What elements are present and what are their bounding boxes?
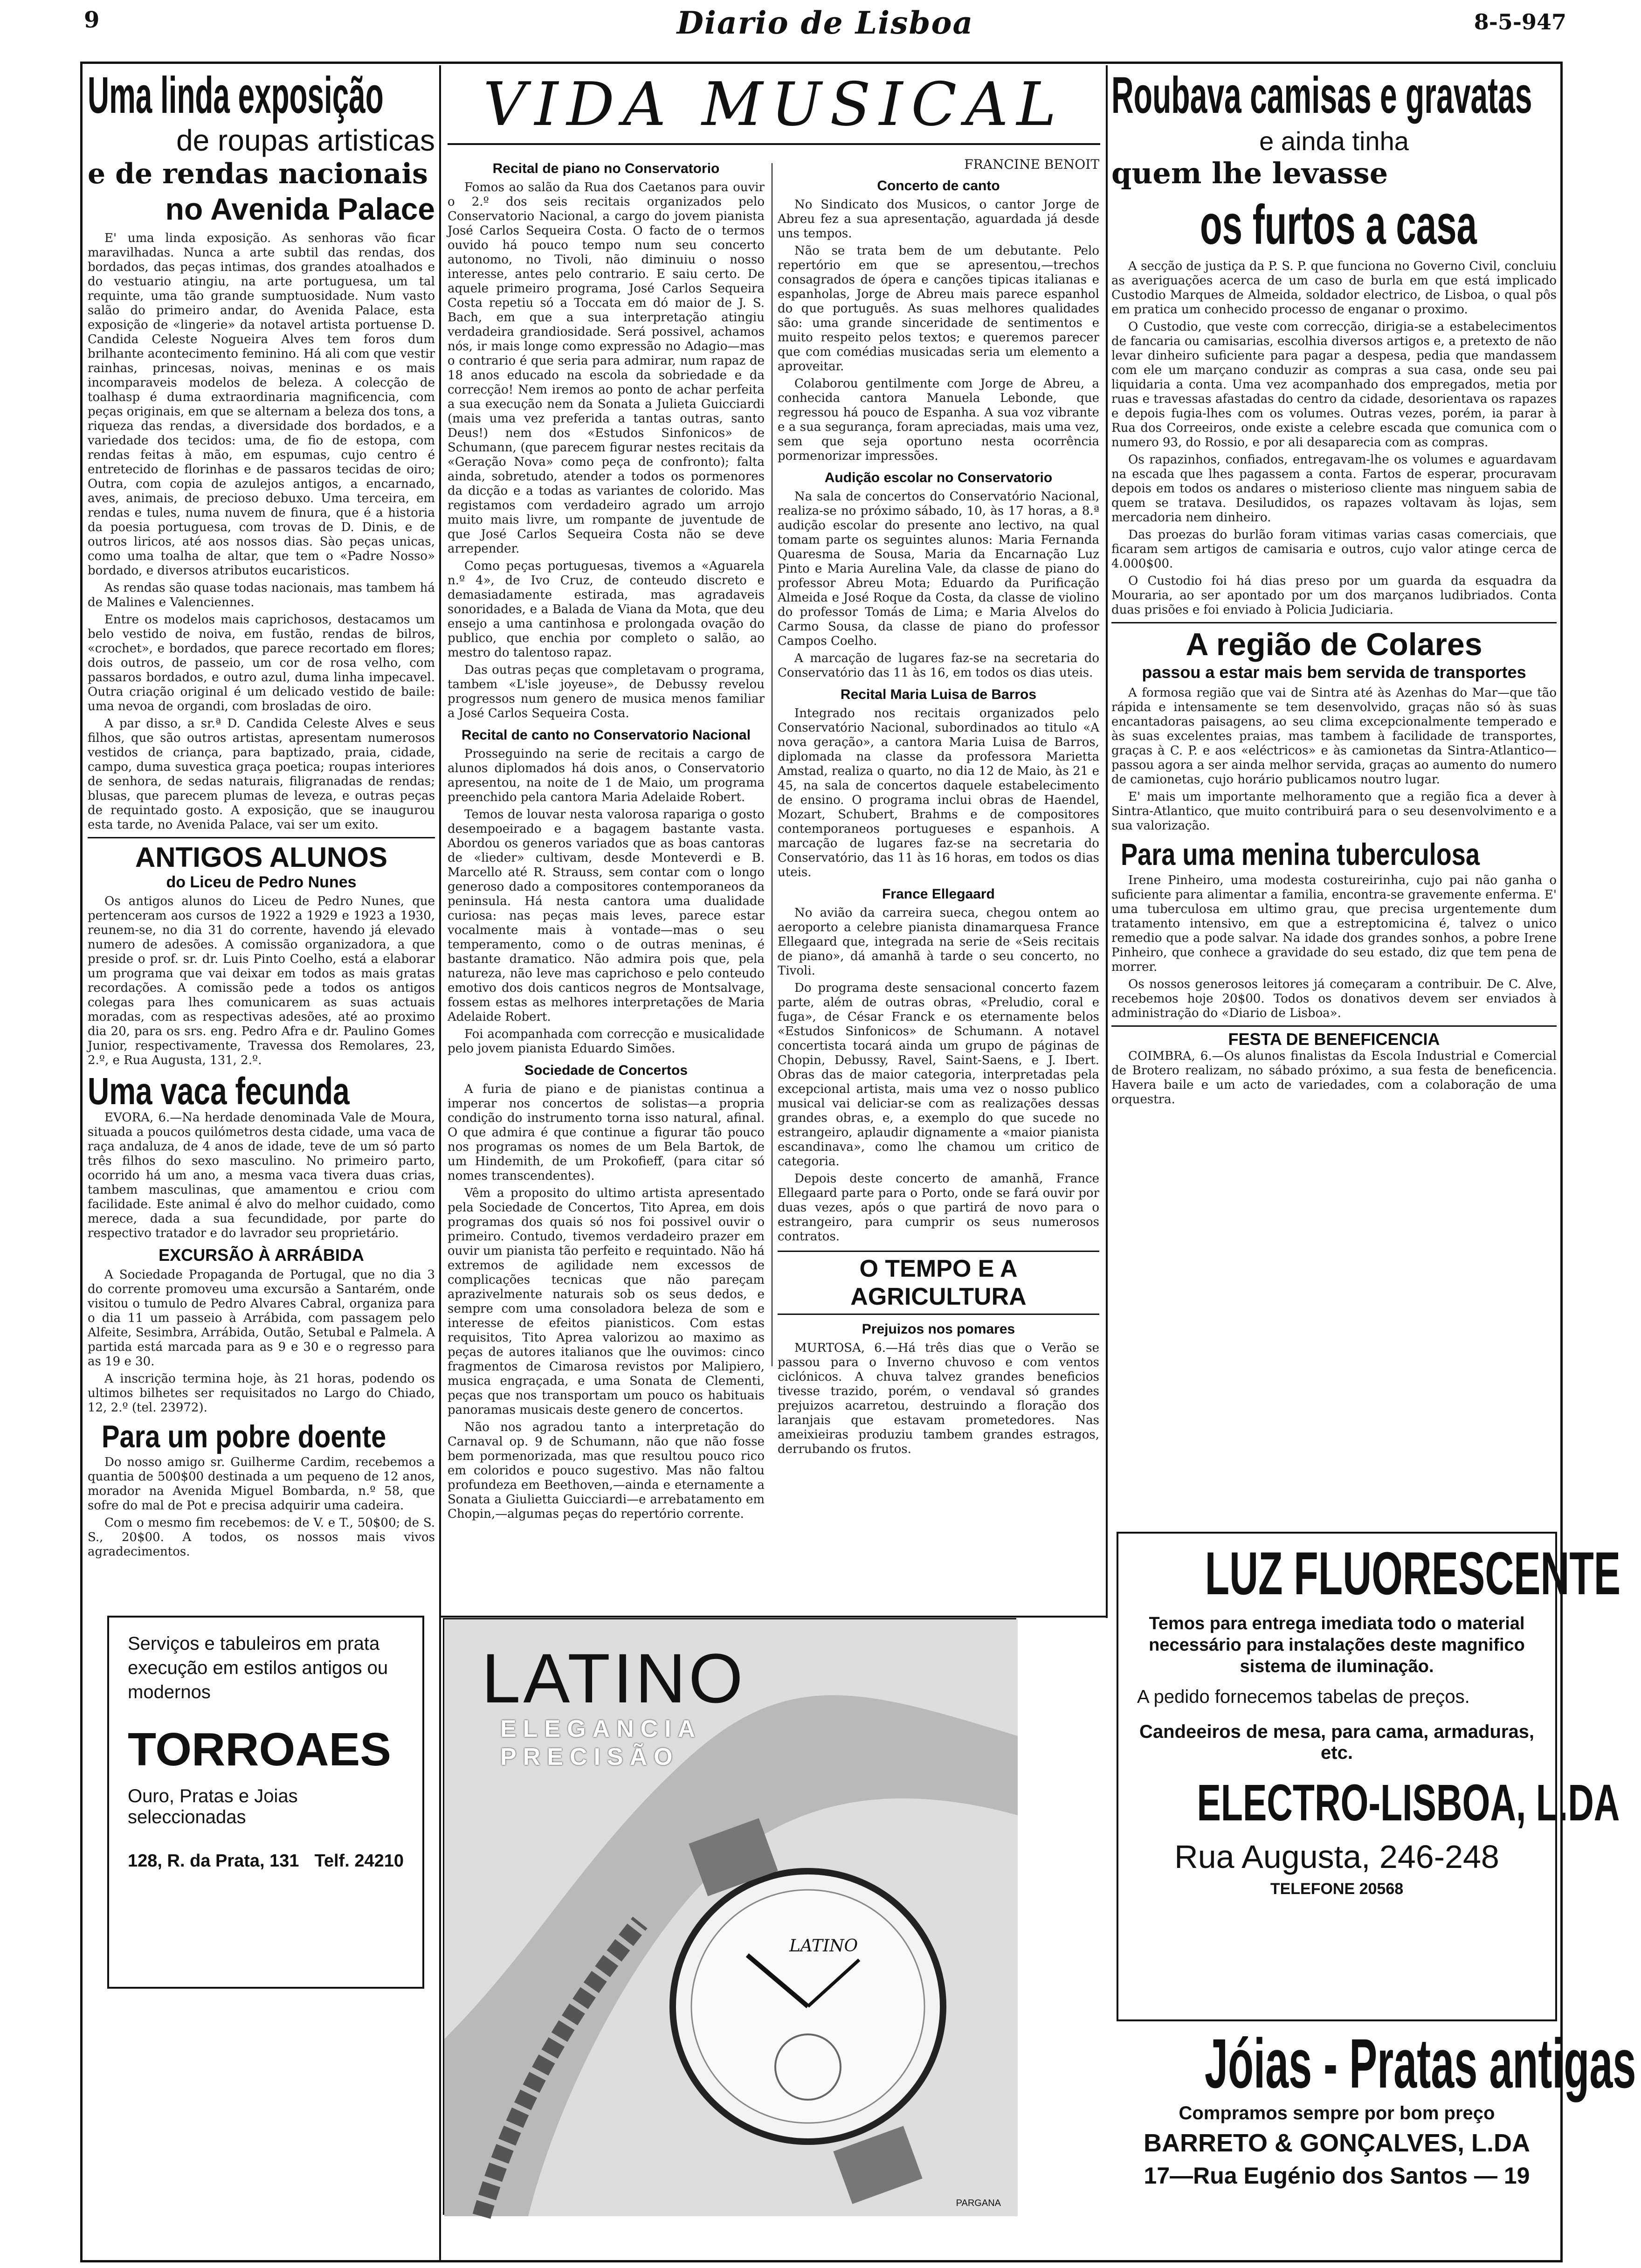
music-columns (448, 154, 1100, 1524)
left-column (88, 67, 435, 1585)
headline-pobre-doente: Para um pobre doente (102, 1419, 386, 1454)
paragraph: A formosa região que vai de Sintra até às Azenhas do Mar—que tão rápida e intensamente se tem desenvolvido, graças não só às suas encantadoras paisagens, ao seu clima excepcionalmente temperado e às suas excelentes praias, mas tambem à facilidade de transportes, graças à C. P. e aos «eléctricos» e às camionetas da Sintra-Atlantico—passou agora a ser ainda melhor servida, graças ao aumento do numero de camionetas, cujo horário publicamos noutro lugar. (1111, 686, 1557, 787)
article-antigos-alunos (88, 894, 435, 1068)
ad-line: execução em estilos antigos ou modernos (128, 1658, 388, 1702)
ad-slogan: ELEGANCIA (500, 1715, 702, 1742)
page-number: 9 (84, 7, 100, 33)
paragraph: Fomos ao salão da Rua dos Caetanos para ouvir o 2.º dos seis recitais organizados pelo Conservatorio Nacional, a cargo do jovem pianista José Carlos Sequeira Costa. O facto de o termos ouvido há pouco tempo num seu concerto autonomo, no Tivoli, não diminuiu o nosso interesse, antes pelo contrario. E saiu certo. De aquele primeiro programa, José Carlos Sequeira Costa repetiu só a Toccata em dó maior de J. S. Bach, em que a sua interpretação atingiu verdadeira grandiosidade. Será possivel, achamos nós, ir mais longe como expressão no Adagio—mas o contrario é que seria para admirar, num rapaz de 18 anos educado na escola da sobriedade e da correcção! Nem iremos ao ponto de achar perfeita a sua execução nem da Sonata a Julieta Guicciardi (mais uma vez preferida a tantas outras, santo Deus!) nem dos «Estudos Sinfonicos» de Schumann, (que parecem figurar nestes recitais da «Geração Nova» como peça de confronto); falta ainda, sobretudo, atender a todos os pormenores da dicção e a todas as variantes de colorido. Mas registamos com verdadeiro agrado um arrojo muito mais livre, um rompante de juventude de que José Carlos Sequeira Costa não se deve arrepender. (448, 180, 765, 556)
paragraph: Na sala de concertos do Conservatório Nacional, realiza-se no próximo sábado, 10, às 17 horas, a 8.ª audição escolar do presente ano lectivo, na qual tomam parte os seguintes alunos: Maria Fernanda Quaresma de Sousa, Maria da Encarnação Luz Pinto e Maria Aurelina Vale, da classe de piano do professor Abreu Mota; Eduardo da Purificação Almeida e José Roque da Costa, da classe de violino do professor Tomás de Lima; e Maria Alvelos do Carmo Sousa, da classe de piano do professor Campos Coelho. (778, 490, 1099, 648)
ad-address: 128, R. da Prata, 131 (128, 1851, 299, 1871)
paragraph: COIMBRA, 6.—Os alunos finalistas da Escola Industrial e Comercial de Brotero realizam, no sábado próximo, a sua festa de beneficencia. Havera baile e um acto de variedades, com a colaboração de uma orquestra. (1111, 1049, 1557, 1106)
ad-title: LUZ FLUORESCENTE (1205, 1539, 1621, 1607)
ad-address: Rua Augusta, 246-248 (1174, 1839, 1499, 1875)
subhead-liceu: do Liceu de Pedro Nunes (166, 873, 357, 891)
subhead-maria-luisa: Recital Maria Luisa de Barros (840, 687, 1037, 702)
paragraph: No avião da carreira sueca, chegou ontem ao aeroporto a celebre pianista dinamarquesa France Ellegaard que, integrada na serie de «Seis recitais de piano», dá amanhã à tarde o seu concerto, no Tivoli. (778, 906, 1099, 978)
headline-tempo: O TEMPO E A AGRICULTURA (778, 1251, 1099, 1315)
paragraph: A Sociedade Propaganda de Portugal, que no dia 3 do corrente promoveu uma excursão a Santarém, onde visitou o tumulo de Pedro Alvares Cabral, organiza para o dia 11 um passeio à Arrábida, com passagem pelo Alfeite, Sesimbra, Arrábida, Outão, Setubal e Palmela. A partida está marcada para as 9 e 30 e o regresso para as 19 e 30. (88, 1268, 435, 1369)
ad-title: Jóias - Pratas antigas (1205, 2024, 1636, 2102)
paragraph: Das outras peças que completavam o programa, tambem «L'isle joyeuse», de Debussy revelou progressos num genero de musica menos familiar a José Carlos Sequeira Costa. (448, 663, 765, 720)
subhead-quem: quem lhe levasse (1111, 156, 1388, 190)
paragraph: A par disso, a sr.ª D. Candida Celeste Alves e seus filhos, que são outros artistas, apresentam numerosos vestidos de criança, para baptizado, praia, cidade, campo, duma suvestica graça poetica; roupas interiores de senhora, de sedas naturais, filigranadas de rendas; blusas, que parecem plumas de leveza, e outras peças de requintado gosto. A exposição, que se inaugurou esta tarde, no Avenida Palace, vai ser um exito. (88, 717, 435, 832)
headline-furtos: os furtos a casa (1200, 194, 1477, 256)
subhead-roupas: de roupas artisticas (176, 124, 435, 157)
headline-roubava: Roubava camisas e gravatas (1111, 67, 1532, 124)
paragraph: Colaborou gentilmente com Jorge de Abreu, a conhecida cantora Manuela Lebonde, que regressou há pouco de Espanha. A sua voz vibrante e a sua segurança, foram apreciadas, mais uma vez, sem que seja oportuno nesta ocorrência pormenorizar impressões. (778, 377, 1099, 463)
signature: FRANCINE BENOIT (964, 157, 1099, 172)
ad-torroaes (107, 1616, 424, 1989)
paragraph: Com o mesmo fim recebemos: de V. e T., 50$00; de S. S., 20$00. A todos, os nossos mais vivos agradecimentos. (88, 1516, 435, 1559)
paragraph: E' uma linda exposição. As senhoras vão ficar maravilhadas. Nunca a arte subtil das rendas, dos bordados, das peças intimas, dos grandes atoalhados e do vestuario atingiu, na arte portuguesa, um tal requinte, uma tão grande sumptuosidade. Num vasto salão do primeiro andar, do Avenida Palace, esta exposição de «lingerie» da notavel artista portuense D. Candida Celeste Nogueira Alves tem foros dum brilhante acontecimento feminino. Há ali com que vestir rainhas, princesas, noivas, meninas e os mais incomparaveis modelos de beleza. A colecção de toalhasp é duma extraordinaria magnificencia, com peças originais, em que se alternam a beleza dos tons, a riqueza das rendas, a diversidade dos bordados, e a variedade dos tecidos: uma, de fio de estopa, com rendas feitas à mão, em espumas, cujo centro é entretecido de florinhas e de passaros tecidas de oiro; Outra, com copia de azulejos antigos, a encarnado, aves, animais, de precioso debuxo. Uma terceira, em rendas e tules, numa nuvem de finura, que é a historia da poesia portuguesa, com trovas de D. Dinis, e de outros liricos, até aos nossos dias. Sào peças unicas, como uma toalha de altar, que tem o «Padre Nosso» bordado, e diversos atributos eucaristicos. (88, 231, 435, 578)
paragraph: A marcação de lugares faz-se na secretaria do Conservatório das 11 às 16, em todos os dias uteis. (778, 651, 1099, 680)
paragraph: A secção de justiça da P. S. P. que funciona no Governo Civil, concluiu as averiguações acerca de um caso de burla em que está implicado Custodio Marques de Almeida, soldador electrico, de Lisboa, o qual pôs em pratica um conhecido processo de enganar o proximo. (1111, 259, 1557, 317)
article-vaca (88, 1111, 435, 1241)
paragraph: Do programa deste sensacional concerto fazem parte, além de outras obras, «Preludio, coral e fuga», de César Franck e os eternamente belos «Estudos Sinfonicos» de Schumann. A notavel concertista tocará ainda um grupo de páginas de Chopin, Debussy, Ravel, Saint-Saens, e J. Ibert. Obras das de maior categoria, interpretadas pela excepcional artista, mais uma vez o nosso publico musical vai deliciar-se com as realizações dessas grandes obras, e, a exemplo do que sucede no estrangeiro, aplaudir dignamente a «maior pianista escandinava», como lhe chamou um critico de categoria. (778, 981, 1099, 1169)
ad-brand: TORROAES (128, 1723, 391, 1776)
ad-line: Temos para entrega imediata todo o material necessário para instalações deste magnifico sistema de iluminação. (1149, 1614, 1525, 1676)
music-column-b (778, 154, 1099, 1524)
paragraph: Não se trata bem de um debutante. Pelo repertório em que se apresentou,—trechos consagrados de ópera e canções tipicas italianas e espanholas, Jorge de Abreu mais parece espanhol do que português. As suas melhores qualidades são: uma grande sinceridade de sentimentos e muito respeito pelos textos; e queremos parecer que com comédias musicadas seria um elemento a aproveitar. (778, 244, 1099, 373)
ad-line: Serviços e tabuleiros em prata (128, 1633, 380, 1654)
paragraph: Prosseguindo na serie de recitais a cargo de alunos diplomados há dois anos, o Conservatorio apresentou, na noite de 1 de Maio, um programa preenchido pela cantora Maria Adelaide Robert. (448, 747, 765, 804)
paragraph: Foi acompanhada com correcção e musicalidade pelo jovem pianista Eduardo Simões. (448, 1027, 765, 1056)
paragraph: Entre os modelos mais caprichosos, destacamos um belo vestido de noiva, em fustão, rendas de bilros, «crochet», e bordados, que parece recortado em flores; dois outros, de passeio, um cor de rosa velho, com passaros bordados, e outro azul, duma linha impecavel. Outra criação original é um delicado vestido de baile: uma nevoa de organdi, com brosladas de oiro. (88, 613, 435, 713)
column-rule-left (439, 65, 441, 2261)
issue-date: 8-5-947 (1474, 9, 1566, 35)
ad-luz-fluorescente (1117, 1532, 1621, 2021)
headline-colares: A região de Colares (1111, 622, 1557, 663)
subhead-audicao: Audição escolar no Conservatorio (824, 470, 1053, 485)
paragraph: No Sindicato dos Musicos, o cantor Jorge de Abreu fez a sua apresentação, aguardada já desde uns tempos. (778, 198, 1099, 241)
paragraph: Vêm a proposito do ultimo artista apresentado pela Sociedade de Concertos, Tito Aprea, em dois programas dos quais só nos foi possivel ouvir o primeiro. Contudo, tivemos verdadeiro prazer em ouvir um pianista tão perfeito e requintado. Não há extremos de agilidade nem excessos de complicações tecnicas que não pareçam aprazivelmente naturais sob os seus dedos, e sempre com uma consoladora beleza de som e interesse de efeitos pianisticos. Com estas requisitos, Tito Aprea valorizou ao maximo as peças de autores italianos que lhe ouvimos: cinco fragmentos de Cimarosa revistos por Malipiero, musica engraçada, e uma Sonata de Clementi, peças que nos transportam um pouco os habituais panoramas musicais deste genero de concertos. (448, 1186, 765, 1417)
subhead-transportes: passou a estar mais bem servida de transportes (1142, 663, 1526, 682)
article-exposicao (88, 231, 435, 832)
subhead-recital-canto: Recital de canto no Conservatorio Nacional (461, 727, 751, 743)
ad-brand: ELECTRO-LISBOA, L.DA (1197, 1774, 1620, 1832)
ad-phone: Telf. 24210 (314, 1851, 404, 1871)
paragraph: O Custodio foi há dias preso por um guarda da esquadra da Mouraria, ao ser apontado por um dos marçanos ludibriados. Conta duas prisões e foi enviado à Policia Judiciaria. (1111, 574, 1557, 617)
paragraph: Do nosso amigo sr. Guilherme Cardim, recebemos a quantia de 500$00 destinada a um pequeno de 12 anos, morador na Avenida Miguel Bombarda, n.º 58, que sofre do mal de Pot e precisa adquirir uma cadeira. (88, 1455, 435, 1513)
subhead-sociedade: Sociedade de Concertos (524, 1063, 688, 1078)
paragraph: MURTOSA, 6.—Há três dias que o Verão se passou para o Inverno chuvoso e com ventos ciclónicos. A chuva talvez grandes beneficios tivesse trazido, porém, o vendaval só grandes prejuizos acarretou, destruindo a floração dos laranjais que estavam prometedores. Nas ameixieiras produziu tambem grandes estragos, derrubando os frutos. (778, 1341, 1099, 1456)
headline-antigos-alunos: ANTIGOS ALUNOS (88, 837, 435, 873)
paragraph: A furia de piano e de pianistas continua a imperar nos concertos de solistas—a propria condição do instrumento torna isso natural, afinal. O que admira é que continue a figurar tão pouco nos programas os nomes de um Bela Bartok, de um Hindemith, de um Prokofieff, (para citar só nomes transcendentes). (448, 1082, 765, 1183)
music-column-a (448, 154, 765, 1524)
headline-festa: FESTA DE BENEFICENCIA (1111, 1025, 1557, 1049)
ad-line: Ouro, Pratas e Joias seleccionadas (128, 1786, 298, 1827)
subhead-ainda: e ainda tinha (1259, 126, 1409, 156)
masthead (84, 5, 1566, 42)
subhead-prejuizos: Prejuizos nos pomares (862, 1321, 1015, 1337)
paragraph: Integrado nos recitais organizados pelo Conservatório Nacional, subordinados ao titulo «A nova geração», a cantora Maria Luisa de Barros, diplomada na classe da professora Marietta Amstad, realiza o quarto, no dia 12 de Maio, às 21 e 45, na sala de concertos daquele estabelecimento de ensino. O programa inclui obras de Haendel, Mozart, Schubert, Brahms e de compositores contemporaneos portugueses e espanhois. A marcação de lugares faz-se na secretaria do Conservatório, das 11 às 16 horas, em todos os dias uteis. (778, 706, 1099, 879)
paragraph: A inscrição termina hoje, às 21 horas, podendo os ultimos bilhetes ser requisitados no Largo do Chiado, 12, 2.º (tel. 23972). (88, 1372, 435, 1415)
newspaper-name: Diario de Lisboa (676, 5, 974, 41)
ad-brand: BARRETO & GONÇALVES, L.DA (1143, 2129, 1531, 2157)
headline-exposicao: Uma linda exposição (88, 67, 384, 124)
subhead-ellegaard: France Ellegaard (882, 886, 995, 902)
ad-line: A pedido fornecemos tabelas de preços. (1137, 1687, 1470, 1707)
ad-address: 17—Rua Eugénio dos Santos — 19 (1144, 2163, 1530, 2189)
ad-brand: LATINO (482, 1639, 746, 1717)
column-rule-right (1106, 65, 1108, 1618)
paragraph: Como peças portuguesas, tivemos a «Aguarela n.º 4», de Ivo Cruz, de conteudo discreto e demasiadamente estirada, mas agradaveis sonoridades, e a Balada de Viana da Mota, que deu ensejo a uma cantinhosa e prolongada ovação do publico, que enchia por completo o salão, ao mestro do talentoso rapaz. (448, 559, 765, 660)
paragraph: Os antigos alunos do Liceu de Pedro Nunes, que pertenceram aos cursos de 1922 a 1929 e 1923 a 1930, reunem-se, no dia 31 do corrente, havendo já elevado numero de adesões. A comissão organizadora, a que preside o prof. sr. dr. Luis Pinto Coelho, está a elaborar um programa que vai deixar em todos as mais gratas recordações. A comissão pede a todos os antigos colegas para lhes comunicarem as suas actuais moradas, com as respectivas adesões, até ao proximo dia 20, para os srs. eng. Pedro Afra e dr. Paulino Gomes Junior, respectivamente, Travessa dos Remolares, 23, 2.º, e Rua Augusta, 131, 2.º. (88, 894, 435, 1067)
right-column (1111, 67, 1621, 1607)
paragraph: Os nossos generosos leitores já começaram a contribuir. De C. Alve, recebemos hoje 20$00. Todos os donativos devem ser enviados à administração do «Diario de Lisboa». (1111, 977, 1557, 1020)
subhead-concerto-canto: Concerto de canto (877, 178, 1000, 194)
ad-latino (443, 1618, 1016, 2215)
ad-credit: PARGANA (956, 2198, 1001, 2208)
paragraph: EVORA, 6.—Na herdade denominada Vale de Moura, situada a poucos quilómetros desta cidade, uma vaca de raça andaluza, de 4 anos de idade, teve de um só parto três filhos do sexo masculino. No primeiro parto, ocorrido há um ano, a mesma vaca tivera duas crias, tambem masculinas, que amamentou e criou com facilidade. Este animal é alvo do melhor cuidado, como merece, dada a sua fecundidade, por parte do respectivo tratador e do lavrador seu proprietário. (88, 1111, 435, 1240)
paragraph: Das proezas do burlão foram vitimas varias casas comerciais, que ficaram sem artigos de camisaria e outros, cujo valor atinge cerca de 4.000$00. (1111, 528, 1557, 571)
ad-line: Candeeiros de mesa, para cama, armaduras, etc. (1139, 1722, 1535, 1763)
ad-phone: TELEFONE 20568 (1270, 1880, 1404, 1898)
paragraph: E' mais um importante melhoramento que a região fica a dever à Sintra-Atlantico, que muito contribuirá para o seu desenvolvimento e a sua valorização. (1111, 790, 1557, 833)
ad-contact (128, 1851, 404, 1871)
watch-dial-brand: LATINO (789, 1936, 858, 1956)
subhead-recital-piano: Recital de piano no Conservatorio (492, 161, 720, 176)
paragraph: Depois deste concerto de amanhã, France Ellegaard parte para o Porto, onde se fará ouvir por duas vezes, após o que partirá de novo para o estrangeiro, para cumprir os seus numerosos contratos. (778, 1172, 1099, 1244)
headline-excursao: EXCURSÃO À ARRÁBIDA (159, 1245, 364, 1265)
paragraph: Irene Pinheiro, uma modesta costureirinha, cujo pai não ganha o suficiente para alimentar a familia, encontra-se gravemente enferma. E' uma tuberculosa em ultimo grau, que precisa urgentemente dum tratamento intensivo, em que a estreptomicina é, talvez o unico remedio que a pode salvar. Na idade dos grandes sonhos, a pobre Irene Pinheiro, que conhece a gravidade do seu estado, diz que tem pena de morrer. (1111, 873, 1557, 974)
ad-slogan: PRECISÃO (500, 1743, 679, 1770)
section-banner: VIDA MUSICAL (448, 70, 1100, 145)
paragraph: Temos de louvar nesta valorosa rapariga o gosto desempoeirado e a bagagem bastante vasta. Abordou os generos variados que as boas cantoras de «lieder» cultivam, desde Monteverdi e B. Marcello até R. Strauss, sem contar com o longo generoso dado a compositores contemporaneos da peninsula. Há nesta cantora uma dualidade curiosa: nas peças mais leves, parece estar vocalmente mais à vontade—mas o seu temperamento, como o de outras meninas, é bastante dramatico. Não admira pois que, pela natureza, não leve mas caprichoso e pelo conteudo emotivo dos dois canticos negros de Montsalvage, fossem estas as melhores interpretações de Maria Adelaide Robert. (448, 808, 765, 1024)
music-section (448, 70, 1100, 1609)
headline-menina: Para uma menina tuberculosa (1121, 837, 1480, 871)
ad-line: Compramos sempre por bom preço (1179, 2103, 1495, 2123)
ad-joias (1117, 2024, 1636, 2206)
subhead-avenida: no Avenida Palace (165, 192, 435, 226)
headline-vaca: Uma vaca fecunda (88, 1070, 350, 1113)
paragraph: Não nos agradou tanto a interpretação do Carnaval op. 9 de Schumann, não que não fosse bem pormenorizada, mas que resultou pouco rico em coloridos e pouco sugestivo. Mas não faltou profundeza em Beethoven,—ainda e eternamente a Sonata a Giulietta Guicciardi—e arrebatamento em Chopin,—algumas peças do repertório corrente. (448, 1420, 765, 1521)
article-pobre-doente (88, 1455, 435, 1559)
article-excursao (88, 1268, 435, 1415)
ad-rule (441, 1616, 1107, 1618)
subhead-rendas: e de rendas nacionais (88, 158, 428, 190)
paragraph: Os rapazinhos, confiados, entregavam-lhe os volumes e aguardavam na escada que lhes pagassem a conta. Fartos de esperar, procuravam depois em todos os andares o misterioso cliente mas ninguem sabia de quem se tratava. Desiludidos, os rapazes voltavam às lojas, sem mercadoria nem dinheiro. (1111, 453, 1557, 525)
paragraph: As rendas são quase todas nacionais, mas tambem há de Malines e Valenciennes. (88, 581, 435, 609)
paragraph: O Custodio, que veste com correcção, dirigia-se a estabelecimentos de fancaria ou camisarias, escolhia diversos artigos e, a pretexto de não levar dinheiro suficiente para pagar a despesa, pedia que mandassem com ele um marçano conduzir as compras a sua casa, onde seu pai liquidaria a conta. Uma vez acompanhado dos empregados, metia por ruas e travessas afastadas do centro da cidade, desorientava os rapazes e depois fugia-lhes com os volumes. Outras vezes, porém, ia parar à Rua dos Correeiros, onde existe a celebre escada que comunica com o numero 93, do Rossio, e por ali desaparecia com as compras. (1111, 320, 1557, 449)
